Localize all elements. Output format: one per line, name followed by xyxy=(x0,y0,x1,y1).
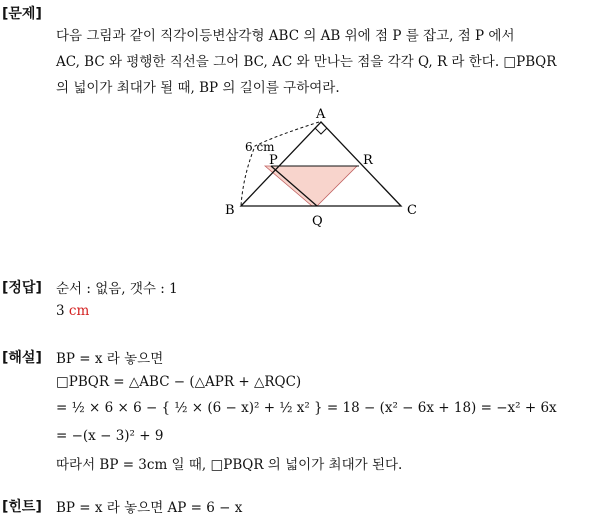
point-label-a: A xyxy=(316,107,326,122)
hint-line-1: BP = x 라 놓으면 AP = 6 − x xyxy=(56,500,243,516)
right-angle-mark xyxy=(315,128,327,134)
solution-line-2: □PBQR = △ABC − (△APR + △RQC) xyxy=(56,374,302,390)
answer-value-line xyxy=(56,303,89,319)
answer-value: 3 xyxy=(56,303,65,319)
point-label-b: B xyxy=(225,203,235,218)
answer-label: [정답] xyxy=(2,280,42,296)
solution-line-4: = −(x − 3)² + 9 xyxy=(56,428,164,444)
solution-line-5: 따라서 BP = 3cm 일 때, □PBQR 의 넓이가 최대가 된다. xyxy=(56,457,403,473)
answer-unit: cm xyxy=(68,303,90,319)
answer-meta: 순서 : 없음, 갯수 : 1 xyxy=(56,281,178,297)
hint-label: [힌트] xyxy=(2,499,42,515)
point-label-q: Q xyxy=(312,214,323,229)
problem-line-2: AC, BC 와 평행한 직선을 그어 BC, AC 와 만나는 점을 각각 Q, R 라 한다. □PBQR xyxy=(56,54,557,70)
solution-line-1: BP = x 라 놓으면 xyxy=(56,351,164,367)
point-label-r: R xyxy=(363,153,373,168)
length-label: 6 cm xyxy=(245,140,275,154)
point-label-c: C xyxy=(407,203,417,218)
solution-label: [해설] xyxy=(2,350,42,366)
problem-line-1: 다음 그림과 같이 직각이등변삼각형 ABC 의 AB 위에 점 P 를 잡고, 점 P 에서 xyxy=(56,28,515,44)
point-label-p: P xyxy=(269,153,278,168)
solution-line-3: = ½ × 6 × 6 − { ½ × (6 − x)² + ½ x² } = 18 − (x² − 6x + 18) = −x² + 6x xyxy=(56,400,557,416)
problem-label: [문제] xyxy=(2,6,42,22)
triangle-figure xyxy=(215,106,425,230)
problem-line-3: 의 넓이가 최대가 될 때, BP 의 길이를 구하여라. xyxy=(56,80,340,96)
